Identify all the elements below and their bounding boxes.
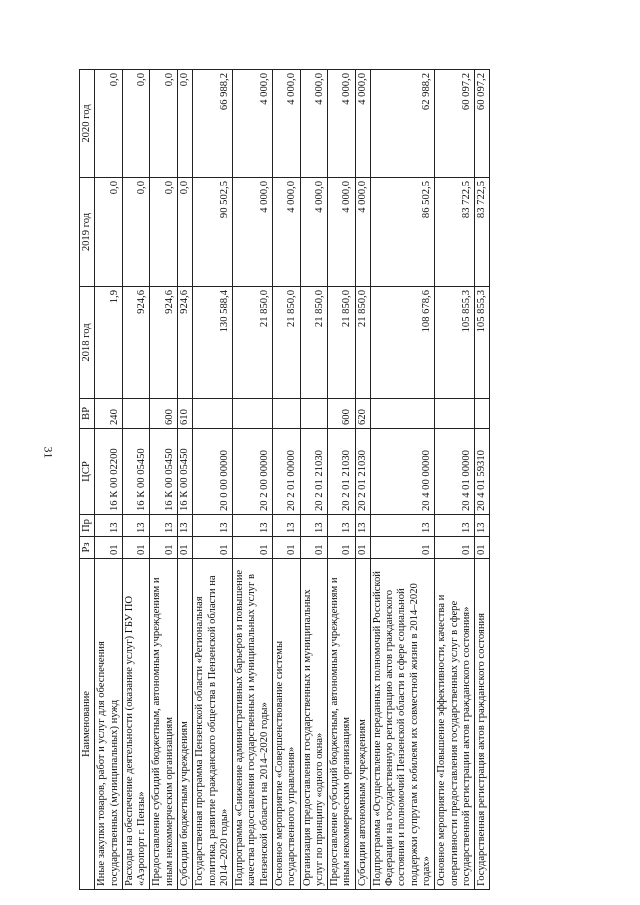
table-row: [370, 70, 434, 890]
cell-pr: 13: [370, 515, 434, 537]
cell-csr: 20 2 01 00000: [272, 429, 300, 515]
table-body: [95, 70, 490, 890]
cell-rz: 01: [95, 537, 123, 559]
header-rz: Рз: [80, 537, 95, 559]
cell-y2019: 90 502,5: [193, 178, 233, 287]
page-number: 31: [41, 446, 56, 459]
cell-y2020: 4 000,0: [233, 70, 273, 178]
cell-pr: 13: [435, 515, 475, 537]
cell-csr: 16 К 00 02200: [95, 429, 123, 515]
cell-rz: 01: [435, 537, 475, 559]
cell-y2020: 0,0: [95, 70, 123, 178]
cell-vr: 600: [150, 399, 178, 429]
cell-csr: 20 2 01 21030: [355, 429, 370, 515]
cell-y2019: 0,0: [177, 178, 192, 287]
cell-rz: 01: [370, 537, 434, 559]
header-name: Наименование: [80, 559, 95, 890]
cell-pr: 13: [355, 515, 370, 537]
table-row: [233, 70, 273, 890]
cell-vr: [193, 399, 233, 429]
table-row: [435, 70, 475, 890]
cell-name: Государственная регистрация актов гражданского состояния: [475, 559, 490, 890]
cell-csr: 20 2 01 21030: [328, 429, 356, 515]
cell-name: Государственная программа Пензенской области «Региональная политика, развитие гражданского общества в Пензенской области на 2014–2020 годы»: [193, 559, 233, 890]
cell-vr: 240: [95, 399, 123, 429]
cell-y2018: 21 850,0: [300, 287, 328, 399]
header-csr: ЦСР: [80, 429, 95, 515]
cell-y2020: 62 988,2: [370, 70, 434, 178]
cell-vr: 600: [328, 399, 356, 429]
cell-pr: 13: [150, 515, 178, 537]
cell-rz: 01: [177, 537, 192, 559]
cell-rz: 01: [193, 537, 233, 559]
cell-rz: 01: [122, 537, 150, 559]
cell-pr: 13: [300, 515, 328, 537]
cell-y2019: 83 722,5: [435, 178, 475, 287]
table-row: [95, 70, 123, 890]
cell-y2019: 0,0: [122, 178, 150, 287]
cell-name: Расходы на обеспечение деятельности (оказание услуг) ГБУ ПО «Аэропорт г. Пензы»: [122, 559, 150, 890]
cell-rz: 01: [475, 537, 490, 559]
cell-name: Основное мероприятие «Совершенствование системы государственного управления»: [272, 559, 300, 890]
cell-y2018: 130 588,4: [193, 287, 233, 399]
cell-vr: [300, 399, 328, 429]
cell-y2018: 924,6: [150, 287, 178, 399]
cell-csr: 20 4 01 00000: [435, 429, 475, 515]
cell-y2020: 0,0: [122, 70, 150, 178]
cell-vr: [272, 399, 300, 429]
header-pr: Пр: [80, 515, 95, 537]
table-row: [122, 70, 150, 890]
table-row: [272, 70, 300, 890]
cell-y2020: 60 097,2: [475, 70, 490, 178]
cell-y2019: 4 000,0: [272, 178, 300, 287]
cell-y2018: 105 855,3: [475, 287, 490, 399]
cell-y2020: 4 000,0: [300, 70, 328, 178]
rotated-page-content: [79, 70, 559, 890]
cell-y2018: 924,6: [177, 287, 192, 399]
cell-y2020: 0,0: [177, 70, 192, 178]
cell-csr: 20 4 00 00000: [370, 429, 434, 515]
cell-y2018: 1,9: [95, 287, 123, 399]
cell-csr: 20 0 00 00000: [193, 429, 233, 515]
cell-vr: [233, 399, 273, 429]
cell-y2019: 0,0: [150, 178, 178, 287]
cell-pr: 13: [272, 515, 300, 537]
cell-rz: 01: [272, 537, 300, 559]
cell-pr: 13: [328, 515, 356, 537]
cell-y2018: 21 850,0: [233, 287, 273, 399]
cell-pr: 13: [233, 515, 273, 537]
cell-y2020: 4 000,0: [328, 70, 356, 178]
cell-name: Субсидии бюджетным учреждениям: [177, 559, 192, 890]
cell-y2018: 21 850,0: [328, 287, 356, 399]
cell-csr: 20 4 01 59310: [475, 429, 490, 515]
cell-vr: [475, 399, 490, 429]
cell-y2019: 4 000,0: [300, 178, 328, 287]
cell-name: Предоставление субсидий бюджетным, автономным учреждениям и иным некоммерческим организациям: [328, 559, 356, 890]
cell-vr: 620: [355, 399, 370, 429]
cell-y2019: 0,0: [95, 178, 123, 287]
cell-rz: 01: [355, 537, 370, 559]
cell-name: Иные закупки товаров, работ и услуг для обеспечения государственных (муниципальных) нужд: [95, 559, 123, 890]
cell-vr: [435, 399, 475, 429]
header-2018: 2018 год: [80, 287, 95, 399]
cell-name: Подпрограмма «Снижение административных барьеров и повышение качества предоставления государственных и муниципальных услуг в Пензенской области на 2014–2020 годы»: [233, 559, 273, 890]
cell-csr: 20 2 00 00000: [233, 429, 273, 515]
cell-y2019: 4 000,0: [328, 178, 356, 287]
cell-y2020: 66 988,2: [193, 70, 233, 178]
header-2019: 2019 год: [80, 178, 95, 287]
cell-y2019: 4 000,0: [233, 178, 273, 287]
cell-name: Субсидии автономным учреждениям: [355, 559, 370, 890]
header-2020: 2020 год: [80, 70, 95, 178]
table-row: [193, 70, 233, 890]
table-row: [328, 70, 356, 890]
cell-y2018: 21 850,0: [355, 287, 370, 399]
header-vr: ВР: [80, 399, 95, 429]
cell-y2020: 0,0: [150, 70, 178, 178]
cell-name: Подпрограмма «Осуществление переданных полномочий Российской Федерации на государственную регистрацию актов гражданского состояния и полномочий Пензенской области в сфере социальной поддержки супругам к юбилеям их совместной жизни в 2014–2020 годах»: [370, 559, 434, 890]
cell-y2018: 108 678,6: [370, 287, 434, 399]
budget-table: [79, 69, 490, 890]
cell-vr: [122, 399, 150, 429]
cell-csr: 16 К 00 05450: [177, 429, 192, 515]
cell-pr: 13: [193, 515, 233, 537]
cell-pr: 13: [95, 515, 123, 537]
cell-y2020: 60 097,2: [435, 70, 475, 178]
cell-vr: 610: [177, 399, 192, 429]
cell-y2018: 105 855,3: [435, 287, 475, 399]
cell-y2019: 86 502,5: [370, 178, 434, 287]
cell-rz: 01: [300, 537, 328, 559]
cell-rz: 01: [150, 537, 178, 559]
table-row: [355, 70, 370, 890]
cell-pr: 13: [177, 515, 192, 537]
cell-name: Основное мероприятие «Повышение эффективности, качества и оперативности предоставления государственных услуг в сфере государственной регистрации актов гражданского состояния»: [435, 559, 475, 890]
cell-name: Организация предоставления государственных и муниципальных услуг по принципу «одного окна»: [300, 559, 328, 890]
cell-pr: 13: [475, 515, 490, 537]
table-row: [150, 70, 178, 890]
cell-csr: 20 2 01 21030: [300, 429, 328, 515]
table-row: [300, 70, 328, 890]
cell-y2019: 83 722,5: [475, 178, 490, 287]
cell-y2019: 4 000,0: [355, 178, 370, 287]
cell-name: Предоставление субсидий бюджетным, автономным учреждениям и иным некоммерческим организациям: [150, 559, 178, 890]
table-header-row: [80, 70, 95, 890]
cell-csr: 16 К 00 05450: [122, 429, 150, 515]
cell-vr: [370, 399, 434, 429]
cell-rz: 01: [233, 537, 273, 559]
cell-rz: 01: [328, 537, 356, 559]
cell-y2020: 4 000,0: [355, 70, 370, 178]
cell-pr: 13: [122, 515, 150, 537]
cell-y2020: 4 000,0: [272, 70, 300, 178]
cell-y2018: 924,6: [122, 287, 150, 399]
table-row: [475, 70, 490, 890]
cell-csr: 16 К 00 05450: [150, 429, 178, 515]
table-row: [177, 70, 192, 890]
cell-y2018: 21 850,0: [272, 287, 300, 399]
